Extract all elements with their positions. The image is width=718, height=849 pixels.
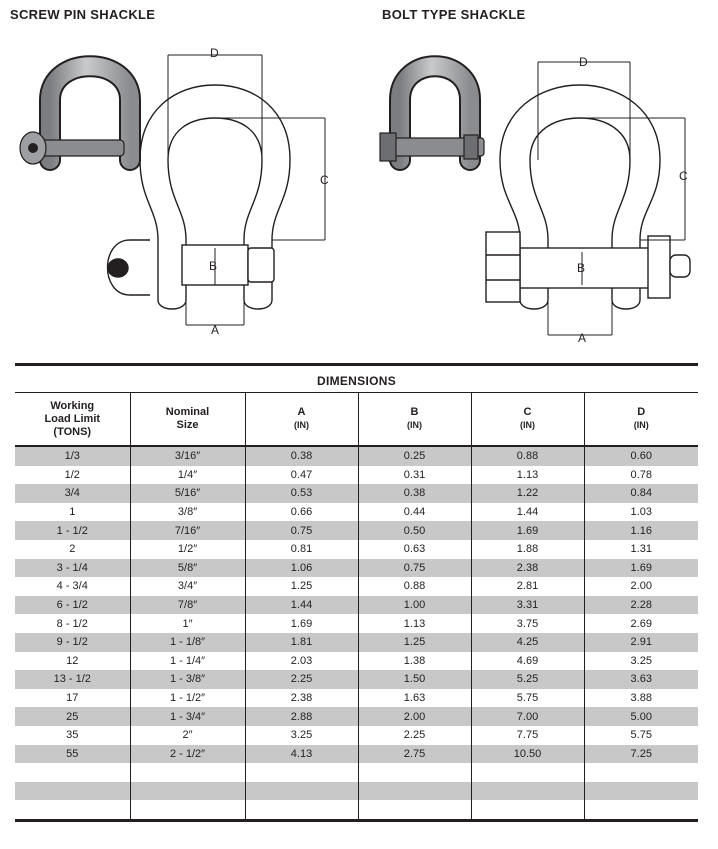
cell-c: 3.75: [471, 614, 584, 633]
cell-size: 1 - 3/4″: [130, 707, 245, 726]
cell-d: 1.03: [584, 503, 698, 522]
cell-d: [584, 782, 698, 801]
cell-c: 1.44: [471, 503, 584, 522]
cell-size: [130, 800, 245, 819]
header-d: [584, 393, 698, 446]
bolt-type-shackle-photo: [380, 66, 484, 161]
cell-c: 3.31: [471, 596, 584, 615]
table-row: [15, 484, 698, 503]
cell-c: 4.69: [471, 652, 584, 671]
table-body: [15, 446, 698, 819]
cell-b: 2.00: [358, 707, 471, 726]
cell-b: [358, 763, 471, 782]
table-row: [15, 707, 698, 726]
screw-pin-label-a: A: [211, 323, 220, 337]
table-row: [15, 540, 698, 559]
cell-size: 1/4″: [130, 466, 245, 485]
cell-a: [245, 800, 358, 819]
cell-wll: 1/2: [15, 466, 130, 485]
header-d-unit: (IN): [633, 420, 649, 430]
cell-size: 5/16″: [130, 484, 245, 503]
bolt-type-label-a: A: [578, 331, 587, 345]
cell-d: [584, 763, 698, 782]
cell-d: 5.75: [584, 726, 698, 745]
header-nominal-line1: Nominal: [165, 406, 210, 418]
cell-wll: 1 - 1/2: [15, 521, 130, 540]
cell-b: 0.31: [358, 466, 471, 485]
cell-b: 0.50: [358, 521, 471, 540]
screw-pin-label-c: C: [320, 173, 329, 187]
bolt-type-label-b: B: [577, 261, 586, 275]
table-row: [15, 689, 698, 708]
header-a: [245, 393, 358, 446]
cell-c: [471, 800, 584, 819]
cell-size: 2″: [130, 726, 245, 745]
cell-a: [245, 763, 358, 782]
cell-b: [358, 782, 471, 801]
cell-wll: 3/4: [15, 484, 130, 503]
header-b: [358, 393, 471, 446]
table-row: [15, 446, 698, 466]
cell-d: 1.69: [584, 559, 698, 578]
header-b-unit: (IN): [407, 420, 422, 430]
cell-c: 7.00: [471, 707, 584, 726]
cell-a: 0.53: [245, 484, 358, 503]
bolt-type-label-d: D: [579, 55, 588, 69]
header-wll-line2: Load Limit: [44, 412, 101, 425]
header-c-label: C: [523, 406, 532, 418]
dimensions-table-section: [15, 363, 698, 822]
cell-wll: 12: [15, 652, 130, 671]
cell-a: 0.81: [245, 540, 358, 559]
cell-size: [130, 782, 245, 801]
header-a-unit: (IN): [294, 420, 309, 430]
table-row: [15, 614, 698, 633]
table-row: [15, 726, 698, 745]
table-row-empty: [15, 763, 698, 782]
cell-wll: [15, 800, 130, 819]
table-row: [15, 577, 698, 596]
cell-a: 4.13: [245, 745, 358, 764]
cell-wll: 35: [15, 726, 130, 745]
cell-a: 1.25: [245, 577, 358, 596]
cell-c: 1.22: [471, 484, 584, 503]
cell-c: 1.69: [471, 521, 584, 540]
cell-d: 0.84: [584, 484, 698, 503]
cell-c: 2.38: [471, 559, 584, 578]
cell-d: 0.60: [584, 446, 698, 466]
cell-a: 1.06: [245, 559, 358, 578]
cell-size: 1 - 1/8″: [130, 633, 245, 652]
cell-d: 2.69: [584, 614, 698, 633]
table-title: DIMENSIONS: [15, 366, 698, 393]
cell-b: 0.88: [358, 577, 471, 596]
cell-size: 1 - 1/4″: [130, 652, 245, 671]
cell-d: 3.63: [584, 670, 698, 689]
table-row: [15, 559, 698, 578]
header-nominal-size: [130, 393, 245, 446]
cell-b: 0.44: [358, 503, 471, 522]
table-bottom-rule: [15, 819, 698, 822]
cell-b: 0.75: [358, 559, 471, 578]
cell-wll: 8 - 1/2: [15, 614, 130, 633]
cell-d: [584, 800, 698, 819]
cell-b: 0.38: [358, 484, 471, 503]
cell-size: [130, 763, 245, 782]
header-d-label: D: [637, 406, 646, 418]
cell-size: 7/16″: [130, 521, 245, 540]
table-row: [15, 503, 698, 522]
cell-a: 2.88: [245, 707, 358, 726]
cell-size: 5/8″: [130, 559, 245, 578]
header-c-unit: (IN): [520, 420, 535, 430]
cell-b: 2.75: [358, 745, 471, 764]
cell-a: 2.38: [245, 689, 358, 708]
cell-b: 1.25: [358, 633, 471, 652]
screw-pin-label-d: D: [210, 46, 219, 60]
cell-wll: 3 - 1/4: [15, 559, 130, 578]
cell-wll: 17: [15, 689, 130, 708]
cell-d: 3.25: [584, 652, 698, 671]
cell-wll: 6 - 1/2: [15, 596, 130, 615]
table-row: [15, 596, 698, 615]
cell-wll: 13 - 1/2: [15, 670, 130, 689]
cell-a: 1.44: [245, 596, 358, 615]
cell-b: 2.25: [358, 726, 471, 745]
cell-a: 2.25: [245, 670, 358, 689]
shackle-illustrations: [0, 30, 718, 360]
table-row: [15, 652, 698, 671]
cell-b: 0.63: [358, 540, 471, 559]
cell-b: 1.63: [358, 689, 471, 708]
table-row-empty: [15, 782, 698, 801]
header-working-load-limit: [15, 393, 130, 446]
cell-wll: [15, 763, 130, 782]
cell-b: 1.38: [358, 652, 471, 671]
header-a-label: A: [297, 406, 306, 418]
cell-size: 1″: [130, 614, 245, 633]
header-wll-line1: Working: [50, 399, 95, 412]
screw-pin-shackle-title: SCREW PIN SHACKLE: [10, 7, 156, 22]
cell-d: 2.28: [584, 596, 698, 615]
cell-wll: [15, 782, 130, 801]
bolt-type-shackle-title: BOLT TYPE SHACKLE: [382, 7, 526, 22]
cell-d: 5.00: [584, 707, 698, 726]
cell-c: [471, 763, 584, 782]
cell-c: 7.75: [471, 726, 584, 745]
cell-wll: 2: [15, 540, 130, 559]
cell-b: 1.00: [358, 596, 471, 615]
cell-size: 3/16″: [130, 446, 245, 466]
table-row: [15, 745, 698, 764]
table-row: [15, 670, 698, 689]
header-c: [471, 393, 584, 446]
cell-d: 2.00: [584, 577, 698, 596]
cell-size: 7/8″: [130, 596, 245, 615]
table-header-row: [15, 393, 698, 446]
cell-c: 2.81: [471, 577, 584, 596]
cell-d: 7.25: [584, 745, 698, 764]
cell-d: 3.88: [584, 689, 698, 708]
cell-c: 5.25: [471, 670, 584, 689]
cell-c: 1.88: [471, 540, 584, 559]
cell-a: 0.75: [245, 521, 358, 540]
cell-size: 1/2″: [130, 540, 245, 559]
cell-a: [245, 782, 358, 801]
table-row-empty: [15, 800, 698, 819]
cell-d: 0.78: [584, 466, 698, 485]
cell-b: 0.25: [358, 446, 471, 466]
cell-c: 4.25: [471, 633, 584, 652]
cell-size: 3/4″: [130, 577, 245, 596]
cell-wll: 1/3: [15, 446, 130, 466]
bolt-type-label-c: C: [679, 169, 688, 183]
table-row: [15, 633, 698, 652]
cell-b: 1.13: [358, 614, 471, 633]
cell-wll: 55: [15, 745, 130, 764]
cell-c: 10.50: [471, 745, 584, 764]
cell-d: 1.31: [584, 540, 698, 559]
cell-wll: 4 - 3/4: [15, 577, 130, 596]
table-row: [15, 466, 698, 485]
cell-b: 1.50: [358, 670, 471, 689]
bolt-type-shackle-diagram: [486, 85, 690, 309]
cell-a: 3.25: [245, 726, 358, 745]
cell-a: 0.47: [245, 466, 358, 485]
cell-c: 1.13: [471, 466, 584, 485]
screw-pin-label-b: B: [209, 259, 218, 273]
cell-size: 1 - 1/2″: [130, 689, 245, 708]
cell-size: 3/8″: [130, 503, 245, 522]
cell-c: 5.75: [471, 689, 584, 708]
screw-pin-shackle-photo: [20, 66, 130, 164]
cell-a: 1.81: [245, 633, 358, 652]
cell-a: 1.69: [245, 614, 358, 633]
cell-c: 0.88: [471, 446, 584, 466]
header-nominal-line2: Size: [176, 419, 199, 431]
cell-d: 1.16: [584, 521, 698, 540]
cell-wll: 9 - 1/2: [15, 633, 130, 652]
cell-size: 2 - 1/2″: [130, 745, 245, 764]
cell-a: 2.03: [245, 652, 358, 671]
cell-wll: 25: [15, 707, 130, 726]
header-wll-line3: (TONS): [53, 425, 92, 438]
cell-wll: 1: [15, 503, 130, 522]
cell-c: [471, 782, 584, 801]
cell-a: 0.66: [245, 503, 358, 522]
cell-b: [358, 800, 471, 819]
table-row: [15, 521, 698, 540]
cell-a: 0.38: [245, 446, 358, 466]
dimensions-table: [15, 393, 698, 819]
cell-d: 2.91: [584, 633, 698, 652]
cell-size: 1 - 3/8″: [130, 670, 245, 689]
header-b-label: B: [410, 406, 419, 418]
